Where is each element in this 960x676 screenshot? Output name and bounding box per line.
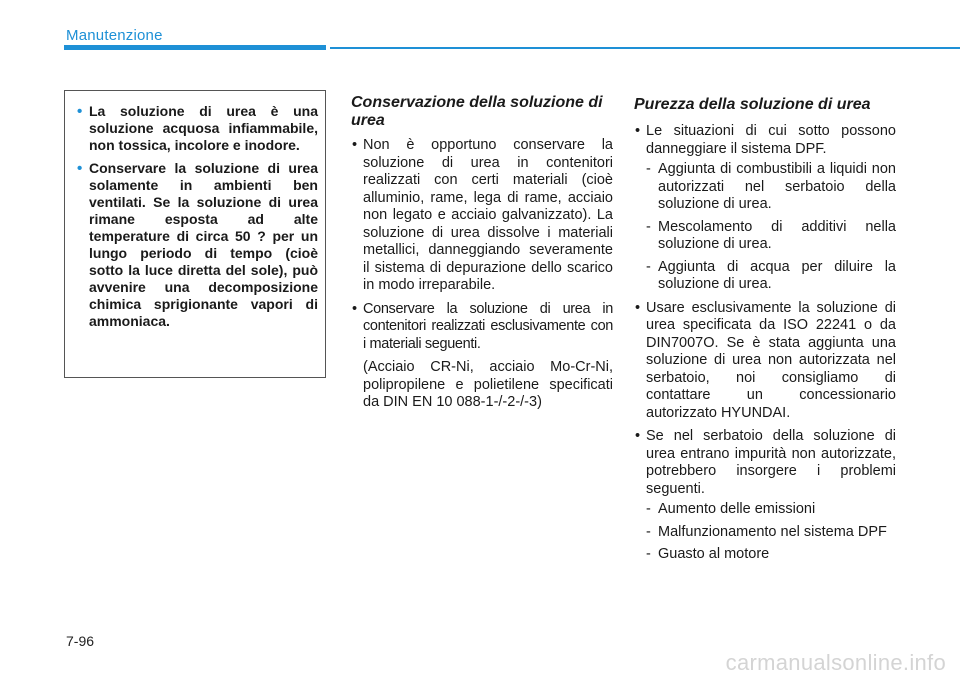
sub-item-text: Malfunzionamento nel sistema DPF — [658, 523, 887, 540]
warning-box — [64, 90, 326, 378]
sub-item — [634, 546, 896, 564]
sub-item — [634, 501, 896, 519]
material-spec: (Acciaio CR-Ni, acciaio Mo-Cr-Ni, polipropilene e polietilene specificati da DIN EN 10 088-1-/-2-/-3) — [363, 359, 613, 410]
sub-item-text: Aumento delle emissioni — [658, 501, 816, 517]
list-item — [351, 301, 613, 412]
sub-item-text: Guasto al motore — [658, 546, 770, 562]
storage-heading: Conservazione della soluzione di urea — [351, 94, 603, 129]
sub-list — [646, 501, 896, 564]
purity-column — [634, 94, 896, 570]
warning-item: • Conservare la soluzione di urea solamente in ambienti ben ventilati. Se la soluzione di urea rimane esposta ad alte temperature di circa 50 ? per un lungo periodo di tempo (cioè sotto la luce diretta del sole), può avvenire una decomposizione chimica sprigionante vapori di ammoniaca. — [79, 160, 318, 330]
dash-marker: - — [646, 501, 651, 517]
section-title: Manutenzione — [66, 27, 163, 44]
watermark: carmanualsonline.info — [725, 650, 946, 675]
list-item-text: Se nel serbatoio della soluzione di urea entrano impurità non autorizzate, potrebbero insorgere i problemi seguenti. — [646, 428, 896, 497]
dash-marker: - — [646, 546, 651, 562]
storage-column — [351, 94, 613, 418]
list-item: • Non è opportuno conservare la soluzione di urea in contenitori realizzati con certi materiali (cioè alluminio, rame, lega di rame, acciaio non legato e acciaio galvanizzato). La soluzione di urea dissolve i materiali metallici, danneggiando severamente il sistema di depurazione dello scarico in modo irreparabile. — [351, 137, 613, 295]
sub-item-text: Mescolamento di additivi nella soluzione di urea. — [658, 218, 896, 252]
sub-item-text: Aggiunta di acqua per diluire la soluzione di urea. — [658, 258, 896, 292]
warning-list — [79, 103, 318, 330]
dash-marker: - — [646, 161, 651, 177]
list-item — [634, 428, 896, 564]
page-number: 7-96 — [66, 633, 95, 649]
sub-item — [634, 259, 896, 294]
header-rule-thin — [330, 47, 960, 49]
sub-item-text: Aggiunta di combustibili a liquidi non autorizzati nel serbatoio della soluzione di urea. — [658, 161, 896, 212]
list-item: • Usare esclusivamente la soluzione di urea specificata da ISO 22241 o da DIN7007O. Se è stata aggiunta una soluzione di urea non autorizzata nel serbatoio, noi consigliamo di contattare un concessionario autorizzato HYUNDAI. — [634, 300, 896, 423]
header-rule-thick — [64, 45, 326, 50]
sub-list — [646, 161, 896, 294]
sub-item — [634, 161, 896, 214]
sub-item — [634, 219, 896, 254]
dash-marker: - — [646, 523, 651, 540]
warning-item: • La soluzione di urea è una soluzione acquosa infiammabile, non tossica, incolore e inodore. — [79, 103, 318, 154]
purity-list — [634, 123, 896, 564]
list-item-text: Le situazioni di cui sotto possono danneggiare il sistema DPF. — [646, 123, 896, 157]
storage-list — [351, 137, 613, 412]
purity-heading: Purezza della soluzione di urea — [634, 96, 871, 113]
list-item — [634, 123, 896, 294]
list-item-text: Conservare la soluzione di urea in contenitori realizzati esclusivamente con i materiali seguenti. — [363, 300, 613, 352]
dash-marker: - — [646, 218, 651, 235]
sub-item — [634, 524, 896, 542]
dash-marker: - — [646, 258, 651, 275]
